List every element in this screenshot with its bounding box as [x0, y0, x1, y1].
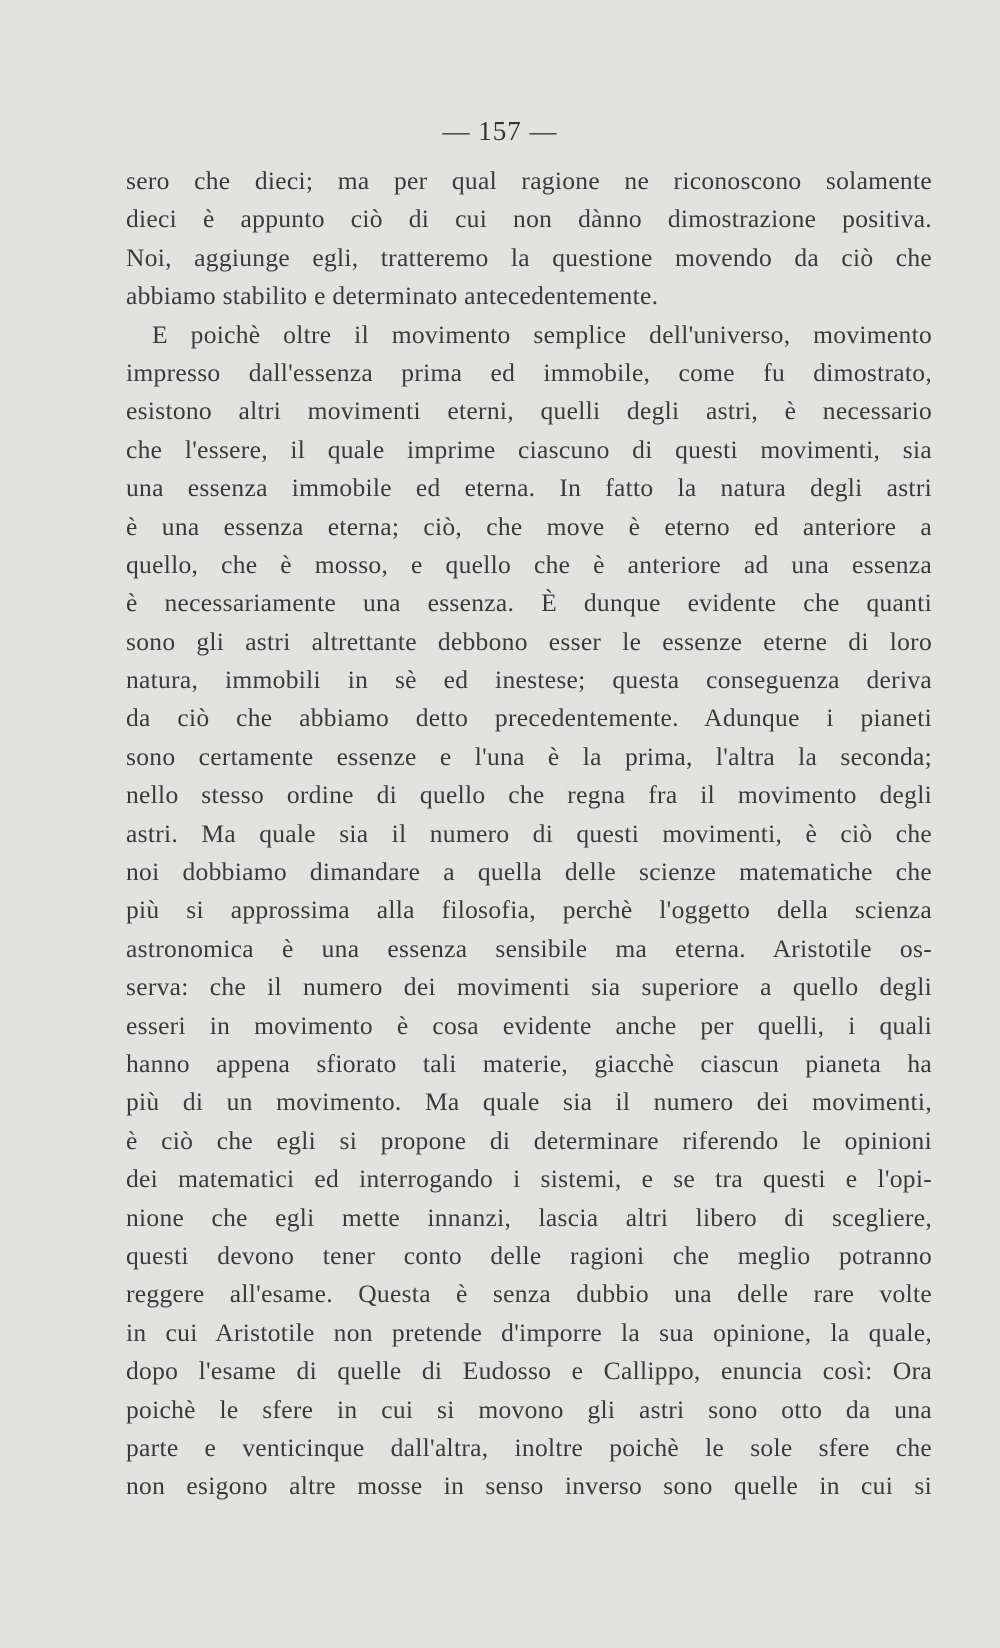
- text-line: da ciò che abbiamo detto precedentemente. Adunque i pianeti: [126, 703, 932, 733]
- text-line: questi devono tener conto delle ragioni che meglio potranno: [126, 1240, 932, 1270]
- text-line: in cui Aristotile non pretende d'imporre la sua opinione, la quale,: [126, 1317, 932, 1347]
- text-line: sono certamente essenze e l'una è la prima, l'altra la seconda;: [126, 741, 932, 771]
- text-line: noi dobbiamo dimandare a quella delle scienze matematiche che: [126, 857, 932, 887]
- text-line: astronomica è una essenza sensibile ma eterna. Aristotile os-: [126, 933, 932, 963]
- text-line: dei matematici ed interrogando i sistemi, e se tra questi e l'opi-: [126, 1164, 932, 1194]
- text-line: è ciò che egli si propone di determinare riferendo le opinioni: [126, 1125, 932, 1155]
- text-line: nello stesso ordine di quello che regna fra il movimento degli: [126, 780, 932, 810]
- text-line: esseri in movimento è cosa evidente anche per quelli, i quali: [126, 1010, 932, 1040]
- text-line: è una essenza eterna; ciò, che move è eterno ed anteriore a: [126, 511, 932, 541]
- body-text: [126, 162, 932, 1506]
- text-line: impresso dall'essenza prima ed immobile, come fu dimostrato,: [126, 357, 932, 387]
- text-line: parte e venticinque dall'altra, inoltre poichè le sole sfere che: [126, 1432, 932, 1462]
- text-line: una essenza immobile ed eterna. In fatto la natura degli astri: [126, 473, 932, 503]
- text-line: esistono altri movimenti eterni, quelli degli astri, è necessario: [126, 396, 932, 426]
- text-line: Noi, aggiunge egli, tratteremo la questione movendo da ciò che: [126, 242, 932, 272]
- text-line: nione che egli mette innanzi, lascia altri libero di scegliere,: [126, 1202, 932, 1232]
- page-number: — 157 —: [442, 116, 558, 146]
- text-line: poichè le sfere in cui si movono gli astri sono otto da una: [126, 1394, 932, 1424]
- text-line: hanno appena sfiorato tali materie, giacchè ciascun pianeta ha: [126, 1048, 932, 1078]
- text-line: sero che dieci; ma per qual ragione ne riconoscono solamente: [126, 166, 932, 195]
- text-line: quello, che è mosso, e quello che è anteriore ad una essenza: [126, 549, 932, 579]
- text-line: reggere all'esame. Questa è senza dubbio una delle rare volte: [126, 1279, 932, 1309]
- text-line: è necessariamente una essenza. È dunque evidente che quanti: [126, 588, 932, 618]
- text-line: dieci è appunto ciò di cui non dànno dimostrazione positiva.: [126, 204, 932, 234]
- text-line: serva: che il numero dei movimenti sia superiore a quello degli: [126, 972, 932, 1002]
- text-line: sono gli astri altrettante debbono esser le essenze eterne di loro: [126, 626, 932, 656]
- text-line: abbiamo stabilito e determinato antecedentemente.: [126, 281, 659, 311]
- text-line: più di un movimento. Ma quale sia il numero dei movimenti,: [126, 1087, 932, 1117]
- text-line: non esigono altre mosse in senso inverso sono quelle in cui si: [126, 1471, 932, 1501]
- text-line: natura, immobili in sè ed inestese; questa conseguenza deriva: [126, 665, 932, 695]
- text-line: astri. Ma quale sia il numero di questi movimenti, è ciò che: [126, 818, 932, 848]
- text-line: dopo l'esame di quelle di Eudosso e Callippo, enuncia così: Ora: [126, 1356, 932, 1386]
- text-line: che l'essere, il quale imprime ciascuno di questi movimenti, sia: [126, 434, 932, 464]
- text-line: E poichè oltre il movimento semplice dell'universo, movimento: [152, 319, 932, 349]
- text-line: più si approssima alla filosofia, perchè l'oggetto della scienza: [126, 895, 932, 925]
